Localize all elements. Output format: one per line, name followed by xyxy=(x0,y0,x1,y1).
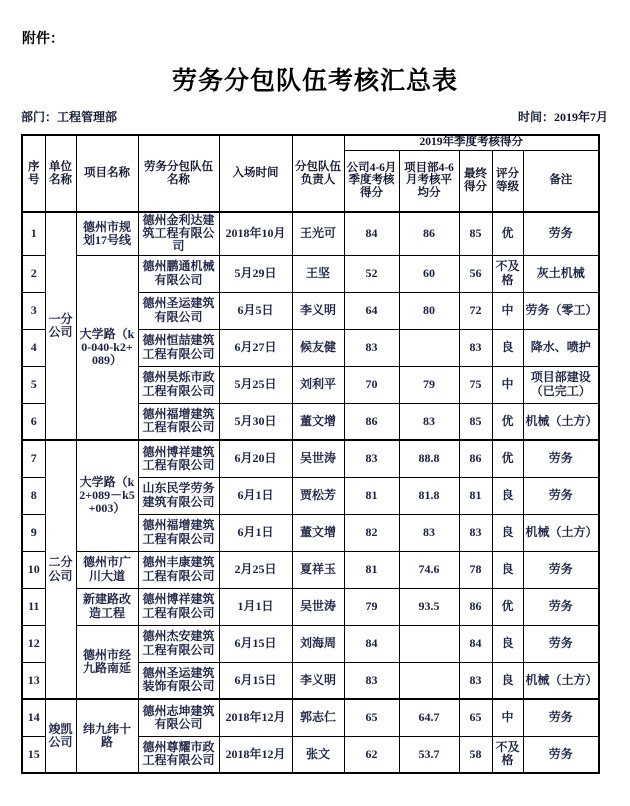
table-row xyxy=(22,255,599,292)
entry-time-cell: 5月29日 xyxy=(219,255,292,292)
seq-cell: 5 xyxy=(22,366,45,403)
team-name-cell: 德州丰康建筑工程有限公司 xyxy=(138,551,219,588)
entry-time-cell: 6月27日 xyxy=(219,329,292,366)
final-score-cell: 85 xyxy=(459,212,492,255)
remark-cell: 劳务 xyxy=(523,699,599,736)
final-score-cell: 58 xyxy=(459,736,492,773)
entry-time-cell: 6月15日 xyxy=(219,662,292,699)
seq-cell: 6 xyxy=(22,403,45,440)
final-score-cell: 86 xyxy=(459,588,492,625)
entry-time-cell: 6月1日 xyxy=(219,514,292,551)
leader-cell: 王坚 xyxy=(292,255,344,292)
dept-avg-cell: 60 xyxy=(399,255,459,292)
leader-cell: 夏祥玉 xyxy=(292,551,344,588)
header-entry-time: 入场时间 xyxy=(219,135,292,212)
unit-name-cell: 竣凯公司 xyxy=(45,699,76,773)
team-name-cell: 德州圣运建筑有限公司 xyxy=(138,292,219,329)
dept-avg-cell: 79 xyxy=(399,366,459,403)
project-name-cell: 德州市规划17号线 xyxy=(76,212,138,255)
dept-avg-cell: 93.5 xyxy=(399,588,459,625)
remark-cell: 劳务 xyxy=(523,588,599,625)
table-row xyxy=(22,440,599,477)
final-score-cell: 85 xyxy=(459,403,492,440)
dept-avg-cell xyxy=(399,329,459,366)
remark-cell: 降水、喷护 xyxy=(523,329,599,366)
leader-cell: 候友健 xyxy=(292,329,344,366)
grade-cell: 良 xyxy=(492,329,523,366)
project-name-cell: 纬九纬十路 xyxy=(76,699,138,773)
grade-cell: 优 xyxy=(492,440,523,477)
dept-avg-cell: 81.8 xyxy=(399,477,459,514)
seq-cell: 12 xyxy=(22,625,45,662)
leader-cell: 贾松芳 xyxy=(292,477,344,514)
remark-cell: 劳务 xyxy=(523,212,599,255)
team-name-cell: 德州福增建筑工程有限公司 xyxy=(138,514,219,551)
leader-cell: 郭志仁 xyxy=(292,699,344,736)
company-score-cell: 82 xyxy=(344,514,399,551)
grade-cell: 优 xyxy=(492,588,523,625)
entry-time-cell: 2018年12月 xyxy=(219,699,292,736)
leader-cell: 吴世涛 xyxy=(292,588,344,625)
unit-name-cell: 一分公司 xyxy=(45,212,76,440)
team-name-cell: 德州博祥建筑工程有限公司 xyxy=(138,440,219,477)
entry-time-cell: 6月1日 xyxy=(219,477,292,514)
final-score-cell: 86 xyxy=(459,440,492,477)
team-name-cell: 山东民学劳务建筑有限公司 xyxy=(138,477,219,514)
remark-cell: 劳务 xyxy=(523,551,599,588)
grade-cell: 优 xyxy=(492,403,523,440)
table-row xyxy=(22,699,599,736)
project-name-cell: 大学路（k0-040-k2+089） xyxy=(76,255,138,440)
project-name-cell: 德州市广川大道 xyxy=(76,551,138,588)
header-seq: 序号 xyxy=(22,135,45,212)
grade-cell: 不及格 xyxy=(492,736,523,773)
remark-cell: 机械（土方） xyxy=(523,662,599,699)
final-score-cell: 78 xyxy=(459,551,492,588)
seq-cell: 11 xyxy=(22,588,45,625)
dept-avg-cell: 88.8 xyxy=(399,440,459,477)
final-score-cell: 84 xyxy=(459,625,492,662)
grade-cell: 中 xyxy=(492,366,523,403)
entry-time-cell: 1月1日 xyxy=(219,588,292,625)
company-score-cell: 83 xyxy=(344,329,399,366)
header-project: 项目名称 xyxy=(76,135,138,212)
header-grade: 评分等级 xyxy=(492,150,523,212)
team-name-cell: 德州博祥建筑工程有限公司 xyxy=(138,588,219,625)
final-score-cell: 83 xyxy=(459,329,492,366)
remark-cell: 灰土机械 xyxy=(523,255,599,292)
remark-cell: 机械（土方） xyxy=(523,514,599,551)
leader-cell: 李义明 xyxy=(292,662,344,699)
dept-avg-cell: 83 xyxy=(399,514,459,551)
remark-cell: 机械（土方） xyxy=(523,403,599,440)
grade-cell: 不及格 xyxy=(492,255,523,292)
seq-cell: 3 xyxy=(22,292,45,329)
company-score-cell: 81 xyxy=(344,551,399,588)
remark-cell: 劳务 xyxy=(523,477,599,514)
remark-cell: 劳务 xyxy=(523,736,599,773)
header-company-score: 公司4-6月季度考核得分 xyxy=(344,150,399,212)
page-title: 劳务分包队伍考核汇总表 xyxy=(171,68,458,95)
header-row-1 xyxy=(22,135,599,150)
project-name-cell: 德州市经九路南延 xyxy=(76,625,138,699)
entry-time-cell: 2018年10月 xyxy=(219,212,292,255)
header-leader: 分包队伍负责人 xyxy=(292,135,344,212)
leader-cell: 张文 xyxy=(292,736,344,773)
entry-time-cell: 6月15日 xyxy=(219,625,292,662)
seq-cell: 7 xyxy=(22,440,45,477)
header-remark: 备注 xyxy=(523,150,599,212)
seq-cell: 15 xyxy=(22,736,45,773)
company-score-cell: 81 xyxy=(344,477,399,514)
team-name-cell: 德州恒喆建筑工程有限公司 xyxy=(138,329,219,366)
table-row xyxy=(22,625,599,662)
company-score-cell: 83 xyxy=(344,662,399,699)
team-name-cell: 德州杰安建筑工程有限公司 xyxy=(138,625,219,662)
seq-cell: 1 xyxy=(22,212,45,255)
company-score-cell: 70 xyxy=(344,366,399,403)
entry-time-cell: 6月20日 xyxy=(219,440,292,477)
header-unit: 单位名称 xyxy=(45,135,76,212)
grade-cell: 良 xyxy=(492,514,523,551)
table-row xyxy=(22,588,599,625)
team-name-cell: 德州尊耀市政工程有限公司 xyxy=(138,736,219,773)
team-name-cell: 德州福增建筑工程有限公司 xyxy=(138,403,219,440)
company-score-cell: 62 xyxy=(344,736,399,773)
seq-cell: 2 xyxy=(22,255,45,292)
entry-time-cell: 5月30日 xyxy=(219,403,292,440)
remark-cell: 劳务 xyxy=(523,625,599,662)
dept-avg-cell: 83 xyxy=(399,403,459,440)
entry-time-cell: 5月25日 xyxy=(219,366,292,403)
dept-avg-cell: 53.7 xyxy=(399,736,459,773)
assessment-table xyxy=(21,134,600,774)
remark-cell: 劳务（零工） xyxy=(523,292,599,329)
grade-cell: 良 xyxy=(492,551,523,588)
seq-cell: 8 xyxy=(22,477,45,514)
header-team: 劳务分包队伍名称 xyxy=(138,135,219,212)
final-score-cell: 83 xyxy=(459,514,492,551)
company-score-cell: 83 xyxy=(344,440,399,477)
unit-name-cell: 二分公司 xyxy=(45,440,76,699)
header-dept-avg: 项目部4-6月考核平均分 xyxy=(399,150,459,212)
time-label: 时间：2019年7月 xyxy=(517,110,608,124)
company-score-cell: 65 xyxy=(344,699,399,736)
team-name-cell: 德州圣运建筑装饰有限公司 xyxy=(138,662,219,699)
leader-cell: 刘海周 xyxy=(292,625,344,662)
company-score-cell: 64 xyxy=(344,292,399,329)
dept-avg-cell: 80 xyxy=(399,292,459,329)
entry-time-cell: 2月25日 xyxy=(219,551,292,588)
leader-cell: 董文增 xyxy=(292,514,344,551)
meta-row xyxy=(21,108,608,125)
company-score-cell: 79 xyxy=(344,588,399,625)
grade-cell: 良 xyxy=(492,662,523,699)
dept-avg-cell: 86 xyxy=(399,212,459,255)
grade-cell: 良 xyxy=(492,625,523,662)
table-row xyxy=(22,551,599,588)
table-row xyxy=(22,212,599,255)
entry-time-cell: 2018年12月 xyxy=(219,736,292,773)
leader-cell: 吴世涛 xyxy=(292,440,344,477)
final-score-cell: 75 xyxy=(459,366,492,403)
dept-avg-cell xyxy=(399,662,459,699)
remark-cell: 项目部建设（已完工） xyxy=(523,366,599,403)
final-score-cell: 56 xyxy=(459,255,492,292)
leader-cell: 董文增 xyxy=(292,403,344,440)
team-name-cell: 德州志坤建筑有限公司 xyxy=(138,699,219,736)
leader-cell: 刘利平 xyxy=(292,366,344,403)
project-name-cell: 大学路（k2+089－k5+003） xyxy=(76,440,138,551)
seq-cell: 13 xyxy=(22,662,45,699)
team-name-cell: 德州昊烁市政工程有限公司 xyxy=(138,366,219,403)
project-name-cell: 新建路改造工程 xyxy=(76,588,138,625)
team-name-cell: 德州金利达建筑工程有限公司 xyxy=(138,212,219,255)
company-score-cell: 84 xyxy=(344,625,399,662)
company-score-cell: 84 xyxy=(344,212,399,255)
leader-cell: 王光可 xyxy=(292,212,344,255)
grade-cell: 中 xyxy=(492,292,523,329)
header-final-score: 最终得分 xyxy=(459,150,492,212)
attachment-label: 附件： xyxy=(22,32,64,47)
grade-cell: 良 xyxy=(492,477,523,514)
seq-cell: 14 xyxy=(22,699,45,736)
seq-cell: 10 xyxy=(22,551,45,588)
remark-cell: 劳务 xyxy=(523,440,599,477)
grade-cell: 中 xyxy=(492,699,523,736)
header-quarter-group: 2019年季度考核得分 xyxy=(344,135,599,150)
company-score-cell: 52 xyxy=(344,255,399,292)
company-score-cell: 86 xyxy=(344,403,399,440)
entry-time-cell: 6月5日 xyxy=(219,292,292,329)
seq-cell: 9 xyxy=(22,514,45,551)
department-label: 部门：工程管理部 xyxy=(21,110,118,124)
dept-avg-cell xyxy=(399,625,459,662)
dept-avg-cell: 64.7 xyxy=(399,699,459,736)
team-name-cell: 德州鹏通机械有限公司 xyxy=(138,255,219,292)
final-score-cell: 72 xyxy=(459,292,492,329)
final-score-cell: 83 xyxy=(459,662,492,699)
dept-avg-cell: 74.6 xyxy=(399,551,459,588)
seq-cell: 4 xyxy=(22,329,45,366)
leader-cell: 李义明 xyxy=(292,292,344,329)
final-score-cell: 81 xyxy=(459,477,492,514)
final-score-cell: 65 xyxy=(459,699,492,736)
grade-cell: 优 xyxy=(492,212,523,255)
